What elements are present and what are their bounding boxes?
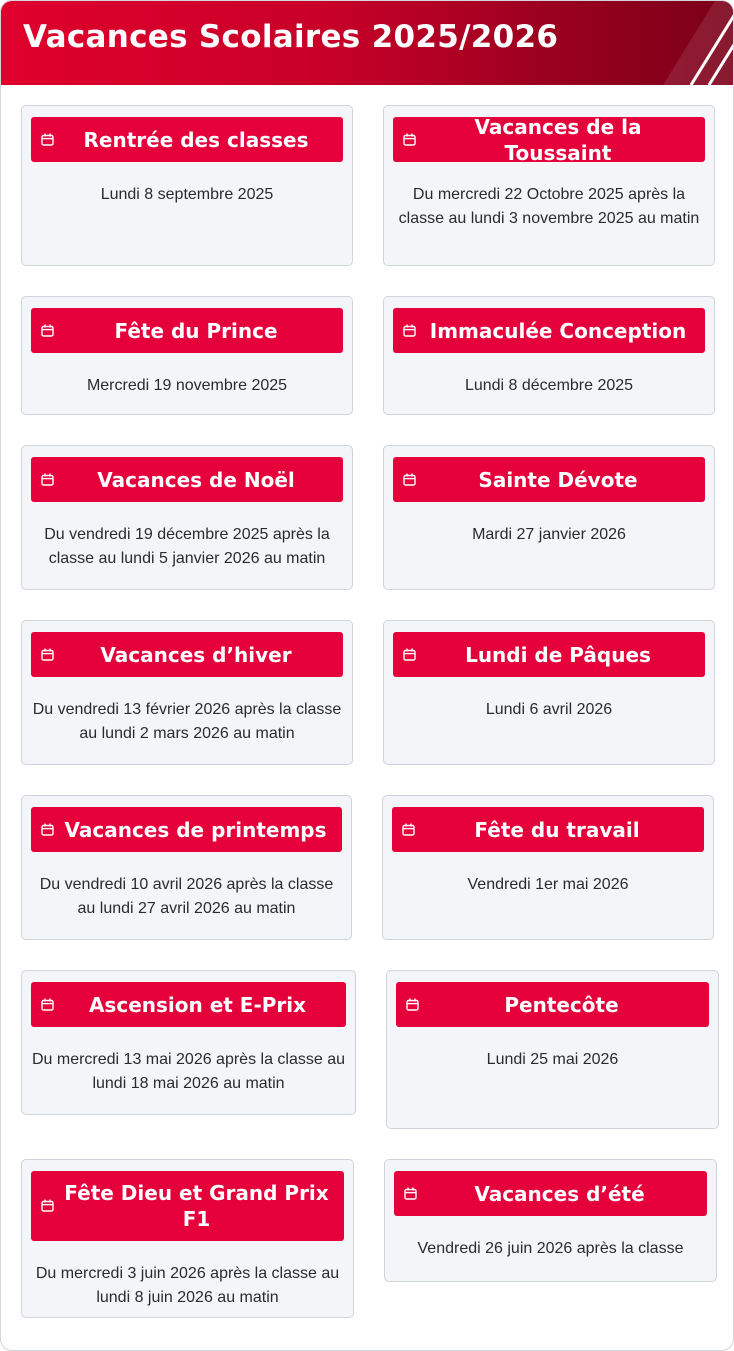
holiday-title: Immaculée Conception <box>429 318 687 343</box>
calendar-icon <box>41 324 54 337</box>
calendar-icon <box>403 473 416 486</box>
holiday-card-header <box>393 457 705 502</box>
calendar-icon <box>403 133 416 146</box>
holiday-title: Sainte Dévote <box>478 467 638 492</box>
holiday-card-pentecote <box>386 970 719 1129</box>
holiday-date: Mardi 27 janvier 2026 <box>472 526 626 543</box>
calendar-icon <box>41 648 54 661</box>
calendar-icon <box>41 998 54 1011</box>
holiday-card-lundi-paques <box>383 620 715 765</box>
holiday-title: Vacances de Noël <box>97 467 295 492</box>
holiday-title: Vacances de la Toussaint <box>474 114 642 165</box>
holiday-title: Rentrée des classes <box>83 127 309 152</box>
holiday-card-vacances-ete <box>384 1159 717 1282</box>
holiday-date: Du mercredi 22 Octobre 2025 après la classe au lundi 3 novembre 2025 au matin <box>398 186 700 227</box>
holiday-card-toussaint <box>383 105 715 266</box>
page-title: Vacances Scolaires 2025/2026 <box>23 19 559 55</box>
calendar-icon <box>41 823 54 836</box>
holiday-date: Du vendredi 19 décembre 2025 après la classe au lundi 5 janvier 2026 au matin <box>44 526 330 567</box>
holiday-card-header <box>394 1171 707 1216</box>
holiday-card-fete-dieu-grand-prix <box>21 1159 354 1318</box>
holiday-card-printemps <box>21 795 352 940</box>
holiday-card-header <box>393 308 705 353</box>
holiday-date: Lundi 6 avril 2026 <box>485 701 613 718</box>
holiday-card-header <box>31 1171 344 1241</box>
holiday-card-header <box>393 632 705 677</box>
holiday-title: Lundi de Pâques <box>465 642 651 667</box>
page-header <box>1 1 734 85</box>
holiday-card-header <box>31 308 343 353</box>
holiday-date: Lundi 8 septembre 2025 <box>100 186 274 203</box>
holiday-date: Du vendredi 10 avril 2026 après la classe au lundi 27 avril 2026 au matin <box>39 876 334 917</box>
holiday-title: Fête du travail <box>474 817 640 842</box>
holiday-card-sainte-devote <box>383 445 715 590</box>
calendar-icon <box>402 823 415 836</box>
holiday-title: Pentecôte <box>504 992 619 1017</box>
calendar-icon <box>403 648 416 661</box>
holiday-card-fete-du-travail <box>382 795 714 940</box>
holiday-date: Lundi 8 décembre 2025 <box>464 377 634 394</box>
holiday-card-fete-du-prince <box>21 296 353 415</box>
holiday-date: Vendredi 26 juin 2026 après la classe <box>417 1240 684 1257</box>
holiday-card-rentree <box>21 105 353 266</box>
holiday-card-immaculee <box>383 296 715 415</box>
calendar-icon <box>403 324 416 337</box>
holiday-card-ascension <box>21 970 356 1115</box>
calendar-icon <box>406 998 419 1011</box>
holiday-title: Ascension et E-Prix <box>88 992 307 1017</box>
holiday-title: Fête Dieu et Grand Prix F1 <box>64 1181 329 1231</box>
holiday-card-header <box>392 807 704 852</box>
calendar-icon <box>41 1199 54 1212</box>
calendar-icon <box>404 1187 417 1200</box>
holiday-card-header <box>31 457 343 502</box>
holiday-date: Vendredi 1er mai 2026 <box>467 876 629 893</box>
holiday-title: Vacances d’hiver <box>100 642 292 667</box>
calendar-icon <box>41 133 54 146</box>
holiday-date: Du vendredi 13 février 2026 après la classe au lundi 2 mars 2026 au matin <box>32 701 342 742</box>
holiday-title: Vacances de printemps <box>64 817 327 842</box>
holiday-date: Mercredi 19 novembre 2025 <box>86 377 288 394</box>
holiday-card-header <box>393 114 705 165</box>
holiday-card-header <box>31 632 343 677</box>
holiday-card-hiver <box>21 620 353 765</box>
header-stripes-decoration <box>575 1 734 85</box>
holiday-title: Vacances d’été <box>474 1181 645 1206</box>
calendar-icon <box>41 473 54 486</box>
holiday-title: Fête du Prince <box>114 318 278 343</box>
holiday-date: Du mercredi 3 juin 2026 après la classe au lundi 8 juin 2026 au matin <box>35 1265 340 1306</box>
holiday-card-header <box>31 117 343 162</box>
holiday-card-header <box>31 982 346 1027</box>
holiday-card-header <box>396 982 709 1027</box>
holiday-card-header <box>31 807 342 852</box>
holiday-date: Lundi 25 mai 2026 <box>486 1051 619 1068</box>
holiday-card-noel <box>21 445 353 590</box>
holiday-date: Du mercredi 13 mai 2026 après la classe au lundi 18 mai 2026 au matin <box>31 1051 346 1092</box>
